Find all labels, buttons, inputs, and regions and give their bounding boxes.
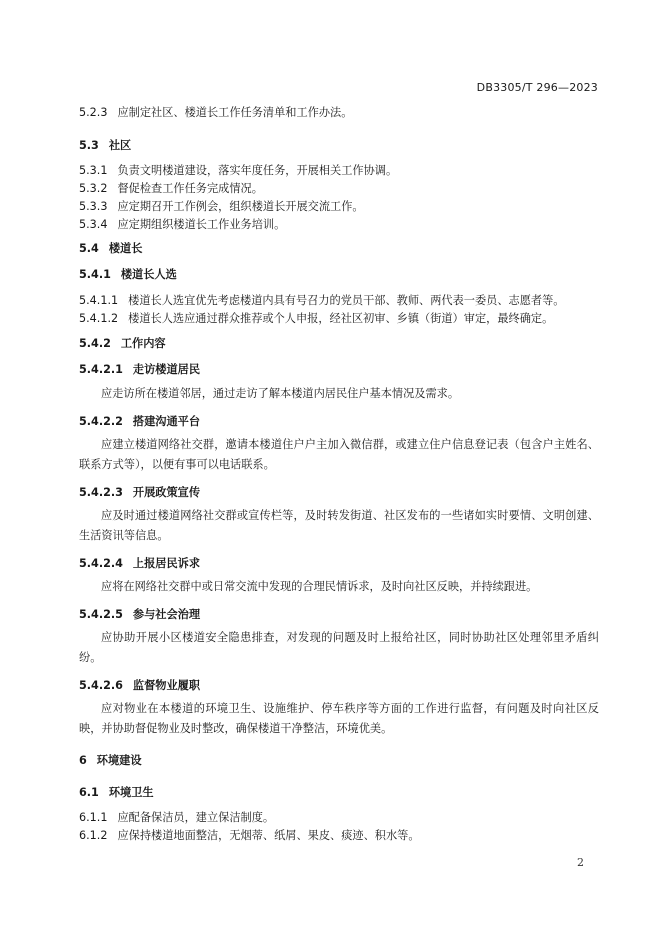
clause-number: 5.3.3 xyxy=(79,200,108,213)
section-number: 5.4 xyxy=(79,242,99,255)
clause-5-3-4 xyxy=(79,216,285,234)
section-heading-5-4-1 xyxy=(79,266,177,284)
section-title: 监督物业履职 xyxy=(132,679,201,692)
section-title: 开展政策宣传 xyxy=(132,486,201,499)
clause-number: 6.1.1 xyxy=(79,811,108,824)
section-title: 走访楼道居民 xyxy=(132,363,201,376)
clause-text: 应定期召开工作例会，组织楼道长开展交流工作。 xyxy=(117,200,364,213)
clause-text: 楼道长人选应通过群众推荐或个人申报，经社区初审、乡镇（街道）审定，最终确定。 xyxy=(128,312,554,325)
section-number: 6.1 xyxy=(79,786,99,799)
page-number: 2 xyxy=(577,856,584,869)
section-number: 5.4.2.5 xyxy=(79,608,123,621)
paragraph: 应建立楼道网络社交群，邀请本楼道住户户主加入微信群，或建立住户信息登记表（包含户主姓名、联系方式等），以便有事可以电话联系。 xyxy=(79,438,599,471)
paragraph: 应将在网络社交群中或日常交流中发现的合理民情诉求，及时向社区反映，并持续跟进。 xyxy=(101,580,538,593)
clause-number: 5.4.1.2 xyxy=(79,312,119,325)
section-heading-5-4-2-1 xyxy=(79,361,200,379)
clause-6-1-1 xyxy=(79,809,274,827)
section-number: 5.4.2.1 xyxy=(79,363,123,376)
paragraph: 应对物业在本楼道的环境卫生、设施维护、停车秩序等方面的工作进行监督，有问题及时向社区反映，并协助督促物业及时整改，确保楼道干净整洁，环境优美。 xyxy=(79,702,599,735)
section-title: 楼道长 xyxy=(108,242,143,255)
clause-text: 应配备保洁员，建立保洁制度。 xyxy=(117,811,275,824)
clause-6-1-2 xyxy=(79,827,420,845)
section-number: 5.4.2.6 xyxy=(79,679,123,692)
section-number: 5.4.2 xyxy=(79,337,111,350)
paragraph: 应协助开展小区楼道安全隐患排查，对发现的问题及时上报给社区，同时协助社区处理邻里矛盾纠纷。 xyxy=(79,631,599,664)
clause-number: 5.3.4 xyxy=(79,218,108,231)
section-heading-5-4-2-2 xyxy=(79,413,200,431)
section-number: 6 xyxy=(79,754,87,767)
clause-text: 督促检查工作任务完成情况。 xyxy=(117,182,263,195)
section-title: 搭建沟通平台 xyxy=(132,415,201,428)
section-title: 环境卫生 xyxy=(108,786,154,799)
section-number: 5.4.2.3 xyxy=(79,486,123,499)
clause-5-2-3 xyxy=(79,104,352,122)
section-number: 5.3 xyxy=(79,139,99,152)
section-number: 5.4.2.4 xyxy=(79,557,123,570)
section-heading-5-4-2-4 xyxy=(79,555,200,573)
section-title: 楼道长人选 xyxy=(120,268,177,281)
paragraph: 应走访所在楼道邻居，通过走访了解本楼道内居民住户基本情况及需求。 xyxy=(101,387,460,400)
clause-number: 6.1.2 xyxy=(79,829,108,842)
clause-text: 应制定社区、楼道长工作任务清单和工作办法。 xyxy=(117,106,353,119)
clause-text: 应保持楼道地面整洁，无烟蒂、纸屑、果皮、痰迹、积水等。 xyxy=(117,829,420,842)
paragraph: 应及时通过楼道网络社交群或宣传栏等，及时转发街道、社区发布的一些诸如实时要情、文明创建、生活资讯等信息。 xyxy=(79,509,599,542)
section-title: 参与社会治理 xyxy=(132,608,201,621)
clause-5-3-3 xyxy=(79,198,364,216)
clause-text: 应定期组织楼道长工作业务培训。 xyxy=(117,218,286,231)
clause-number: 5.3.1 xyxy=(79,164,108,177)
clause-5-3-2 xyxy=(79,180,263,198)
clause-text: 楼道长人选宜优先考虑楼道内具有号召力的党员干部、教师、两代表一委员、志愿者等。 xyxy=(128,294,565,307)
section-number: 5.4.1 xyxy=(79,268,111,281)
clause-text: 负责文明楼道建设，落实年度任务，开展相关工作协调。 xyxy=(117,164,398,177)
clause-5-4-1-1 xyxy=(79,292,564,310)
section-heading-5-4-2 xyxy=(79,335,166,353)
section-title: 工作内容 xyxy=(120,337,166,350)
section-heading-6 xyxy=(79,752,142,770)
clause-number: 5.3.2 xyxy=(79,182,108,195)
clause-number: 5.4.1.1 xyxy=(79,294,119,307)
clause-5-3-1 xyxy=(79,162,397,180)
clause-5-4-1-2 xyxy=(79,310,553,328)
section-heading-5-4-2-3 xyxy=(79,484,200,502)
section-heading-6-1 xyxy=(79,784,154,802)
section-number: 5.4.2.2 xyxy=(79,415,123,428)
clause-number: 5.2.3 xyxy=(79,106,108,119)
section-heading-5-4-2-5 xyxy=(79,606,200,624)
section-title: 社区 xyxy=(108,139,132,152)
document-code: DB3305/T 296—2023 xyxy=(476,81,598,94)
section-heading-5-4-2-6 xyxy=(79,677,200,695)
section-title: 上报居民诉求 xyxy=(132,557,201,570)
section-heading-5-3 xyxy=(79,137,131,155)
section-heading-5-4 xyxy=(79,240,142,258)
section-title: 环境建设 xyxy=(96,754,142,767)
